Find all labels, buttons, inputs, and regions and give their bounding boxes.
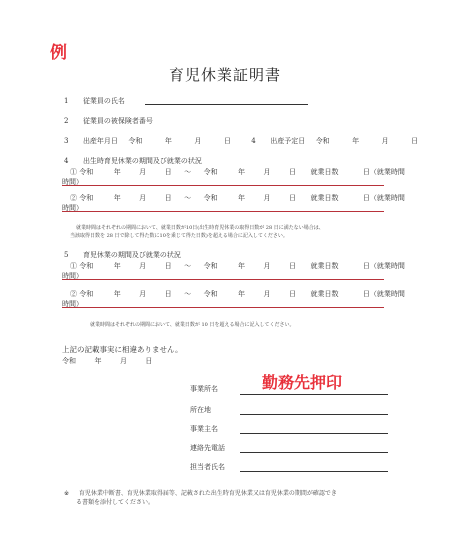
year-unit: 年 — [238, 262, 246, 270]
day-unit: 日 — [288, 194, 296, 202]
item-number: 2 — [64, 117, 69, 125]
day-unit: 日 — [164, 262, 172, 270]
era-reiwa: 令和 — [62, 357, 76, 365]
work-hours-open: 日（就業時間 — [362, 262, 405, 270]
day-unit: 日 — [288, 290, 296, 298]
item-childcare-leave-period — [64, 250, 181, 260]
work-hours-open: 日（就業時間 — [362, 290, 405, 298]
day-unit: 日 — [164, 168, 172, 176]
childcare-row-1-line[interactable] — [62, 279, 384, 280]
era-reiwa: 令和 — [203, 168, 218, 176]
month-unit: 月 — [139, 168, 147, 176]
person-in-charge-field[interactable] — [240, 471, 388, 472]
day-unit: 日 — [288, 168, 296, 176]
item-number: 4 — [251, 137, 256, 145]
work-days-label: 就業日数 — [310, 194, 339, 202]
year-unit: 年 — [164, 137, 172, 145]
birth-leave-row-2-line[interactable] — [62, 211, 384, 212]
month-unit: 月 — [381, 137, 389, 145]
employer-name-field[interactable] — [240, 433, 388, 434]
person-in-charge-label: 担当者氏名 — [190, 463, 225, 471]
birth-date-label: 出産年月日 — [82, 137, 118, 145]
row-mark: ① — [70, 262, 77, 270]
day-unit: 日 — [164, 290, 172, 298]
work-days-label: 就業日数 — [310, 168, 339, 176]
birth-leave-period-label: 出生時育児休業の期間及び就業の状況 — [82, 157, 202, 165]
era-reiwa: 令和 — [79, 194, 94, 202]
insurance-number-label: 従業員の被保険者番号 — [82, 117, 153, 125]
work-hours-close: 時間） — [62, 178, 83, 186]
month-unit: 月 — [139, 262, 147, 270]
due-date-label: 出産予定日 — [270, 137, 306, 145]
era-reiwa: 令和 — [79, 290, 94, 298]
year-unit: 年 — [352, 137, 360, 145]
day-unit: 日 — [411, 137, 419, 145]
office-name-label: 事業所名 — [190, 385, 218, 393]
birth-leave-period-row-1 — [70, 167, 405, 177]
era-reiwa: 令和 — [203, 290, 218, 298]
item-birth-date — [64, 136, 418, 146]
certification-date — [62, 356, 152, 366]
example-label: 例 — [50, 43, 67, 63]
era-reiwa: 令和 — [203, 194, 218, 202]
office-name-field[interactable] — [240, 394, 388, 395]
range-tilde: ～ — [184, 168, 192, 176]
page-title: 育児休業証明書 — [168, 66, 281, 84]
contact-phone-field[interactable] — [240, 452, 388, 453]
contact-phone-label: 連絡先電話 — [190, 444, 225, 452]
birth-leave-row-1-line[interactable] — [62, 185, 384, 186]
footnote-mark: ※ — [64, 490, 70, 497]
work-hours-open: 日（就業時間 — [362, 168, 405, 176]
footnote-line-1 — [64, 488, 337, 497]
month-unit: 月 — [263, 262, 271, 270]
row-mark: ① — [70, 168, 77, 176]
birth-leave-note-1: 就業時間はそれぞれの期間において、就業日数が10日(出生時育児休業の取得日数が 28 日に満たない場合は、 — [76, 225, 324, 231]
year-unit: 年 — [238, 168, 246, 176]
day-unit: 日 — [145, 357, 153, 365]
work-days-label: 就業日数 — [310, 290, 339, 298]
range-tilde: ～ — [184, 194, 192, 202]
year-unit: 年 — [238, 194, 246, 202]
birth-leave-period-row-2 — [70, 193, 405, 203]
work-days-label: 就業日数 — [310, 262, 339, 270]
era-reiwa: 令和 — [315, 137, 330, 145]
year-unit: 年 — [113, 290, 121, 298]
month-unit: 月 — [139, 194, 147, 202]
employee-name-label: 従業員の氏名 — [82, 97, 125, 105]
day-unit: 日 — [164, 194, 172, 202]
year-unit: 年 — [113, 194, 121, 202]
month-unit: 月 — [263, 168, 271, 176]
month-unit: 月 — [139, 290, 147, 298]
childcare-period-row-1 — [70, 261, 405, 271]
row-mark: ② — [70, 194, 77, 202]
childcare-leave-label: 育児休業の期間及び就業の状況 — [82, 251, 181, 259]
footnote-line-2: る書類を添付してください。 — [76, 499, 155, 506]
year-unit: 年 — [113, 168, 121, 176]
era-reiwa: 令和 — [79, 262, 94, 270]
item-number: 5 — [64, 251, 69, 259]
month-unit: 月 — [194, 137, 202, 145]
year-unit: 年 — [238, 290, 246, 298]
address-field[interactable] — [240, 414, 388, 415]
employer-name-label: 事業主名 — [190, 425, 218, 433]
month-unit: 月 — [119, 357, 127, 365]
item-number: 3 — [64, 137, 69, 145]
work-hours-open: 日（就業時間 — [362, 194, 405, 202]
childcare-row-2-line[interactable] — [62, 307, 384, 308]
row-mark: ② — [70, 290, 77, 298]
employee-name-field[interactable] — [145, 104, 308, 105]
year-unit: 年 — [94, 357, 102, 365]
childcare-note: 就業時間はそれぞれの期間において、就業日数が 10 日を超える場合に記入してください。 — [90, 322, 295, 328]
company-stamp-text: 勤務先押印 — [262, 373, 343, 392]
work-hours-close: 時間） — [62, 272, 83, 280]
day-unit: 日 — [223, 137, 231, 145]
item-number: 1 — [64, 97, 69, 105]
footnote-text-1: 育児休業中断書、育児休業取得届等、記載された出生時育児休業又は育児休業の期間が確認でき — [78, 490, 337, 497]
address-label: 所在地 — [190, 406, 211, 414]
item-birth-leave-period — [64, 156, 202, 166]
childcare-period-row-2 — [70, 289, 405, 299]
era-reiwa: 令和 — [79, 168, 94, 176]
item-insurance-number — [64, 116, 153, 126]
item-number: 4 — [64, 157, 69, 165]
range-tilde: ～ — [184, 290, 192, 298]
work-hours-close: 時間） — [62, 204, 83, 212]
era-reiwa: 令和 — [203, 262, 218, 270]
month-unit: 月 — [263, 290, 271, 298]
certification-statement: 上記の記載事実に相違ありません。 — [62, 345, 183, 354]
era-reiwa: 令和 — [128, 137, 143, 145]
birth-leave-note-2: 当該取得日数を 28 日で除して得た数に10を乗じて得た日数)を超える場合に記入してください。 — [70, 233, 288, 239]
day-unit: 日 — [288, 262, 296, 270]
item-employee-name — [64, 96, 125, 106]
range-tilde: ～ — [184, 262, 192, 270]
month-unit: 月 — [263, 194, 271, 202]
year-unit: 年 — [113, 262, 121, 270]
work-hours-close: 時間） — [62, 300, 83, 308]
